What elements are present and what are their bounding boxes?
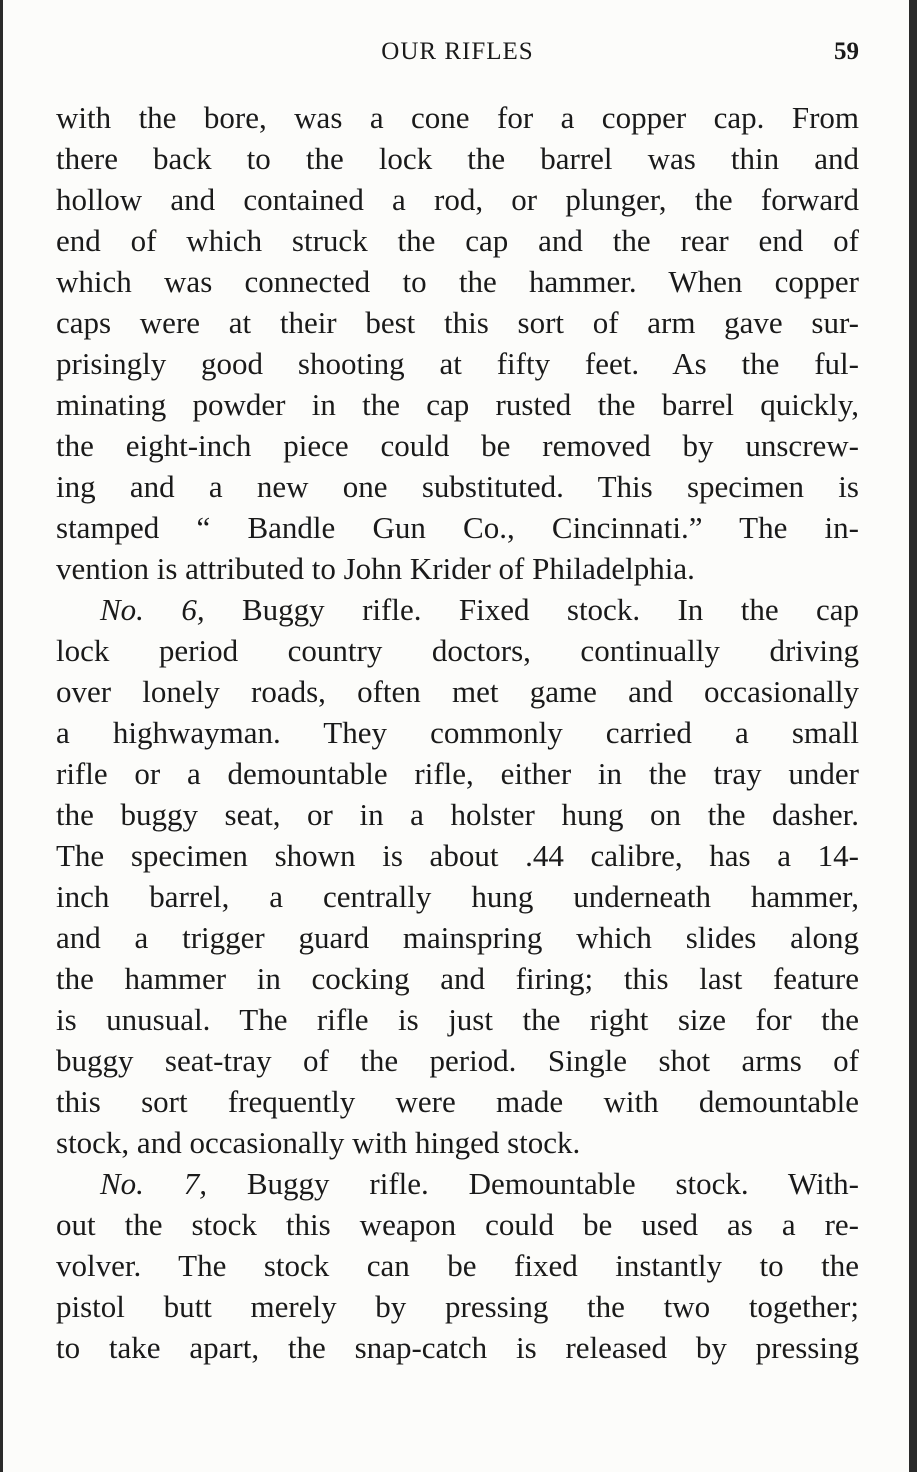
text-line: volver. The stock can be fixed instantly to the bbox=[56, 1248, 859, 1283]
body-text bbox=[56, 97, 859, 1368]
text-line: hollow and contained a rod, or plunger, the forward bbox=[56, 182, 859, 217]
running-title: OUR RIFLES bbox=[381, 38, 534, 65]
first-line-text: Buggy rifle. Fixed stock. In the cap bbox=[204, 592, 859, 627]
scan-edge-left bbox=[0, 0, 3, 1472]
text-line: which was connected to the hammer. When copper bbox=[56, 264, 859, 299]
paragraph-first-line bbox=[56, 1163, 859, 1204]
text-line: the buggy seat, or in a holster hung on the dasher. bbox=[56, 797, 859, 832]
text-line: to take apart, the snap-catch is released by pressing bbox=[56, 1330, 859, 1365]
text-line: with the bore, was a cone for a copper cap. From bbox=[56, 100, 859, 135]
text-line: prisingly good shooting at fifty feet. As the ful- bbox=[56, 346, 859, 381]
text-line: out the stock this weapon could be used as a re- bbox=[56, 1207, 859, 1242]
text-line: ing and a new one substituted. This specimen is bbox=[56, 469, 859, 504]
text-line: pistol butt merely by pressing the two together; bbox=[56, 1289, 859, 1324]
scan-edge-right bbox=[909, 0, 917, 1472]
text-line: rifle or a demountable rifle, either in the tray under bbox=[56, 756, 859, 791]
page-number: 59 bbox=[834, 38, 859, 65]
item-number: No. 7, bbox=[100, 1166, 208, 1201]
first-line-text: Buggy rifle. Demountable stock. With- bbox=[207, 1166, 859, 1201]
text-line: the eight-inch piece could be removed by unscrew- bbox=[56, 428, 859, 463]
text-line: there back to the lock the barrel was thin and bbox=[56, 141, 859, 176]
text-line: lock period country doctors, continually driving bbox=[56, 633, 859, 668]
text-line: The specimen shown is about .44 calibre, has a 14- bbox=[56, 838, 859, 873]
text-line: end of which struck the cap and the rear end of bbox=[56, 223, 859, 258]
text-line: caps were at their best this sort of arm gave sur- bbox=[56, 305, 859, 340]
item-number: No. 6, bbox=[100, 592, 205, 627]
text-line: stamped “ Bandle Gun Co., Cincinnati.” The in- bbox=[56, 510, 859, 545]
text-line: is unusual. The rifle is just the right size for the bbox=[56, 1002, 859, 1037]
text-line: vention is attributed to John Krider of Philadelphia. bbox=[56, 551, 695, 586]
text-line: this sort frequently were made with demountable bbox=[56, 1084, 859, 1119]
text-line: over lonely roads, often met game and occasionally bbox=[56, 674, 859, 709]
text-line: minating powder in the cap rusted the barrel quickly, bbox=[56, 387, 859, 422]
text-line: stock, and occasionally with hinged stock. bbox=[56, 1125, 581, 1160]
text-line: and a trigger guard mainspring which slides along bbox=[56, 920, 859, 955]
paragraph-first-line bbox=[56, 589, 859, 630]
text-line: the hammer in cocking and firing; this last feature bbox=[56, 961, 859, 996]
text-line: a highwayman. They commonly carried a small bbox=[56, 715, 859, 750]
text-line: inch barrel, a centrally hung underneath hammer, bbox=[56, 879, 859, 914]
text-line: buggy seat-tray of the period. Single shot arms of bbox=[56, 1043, 859, 1078]
running-head bbox=[56, 38, 859, 74]
